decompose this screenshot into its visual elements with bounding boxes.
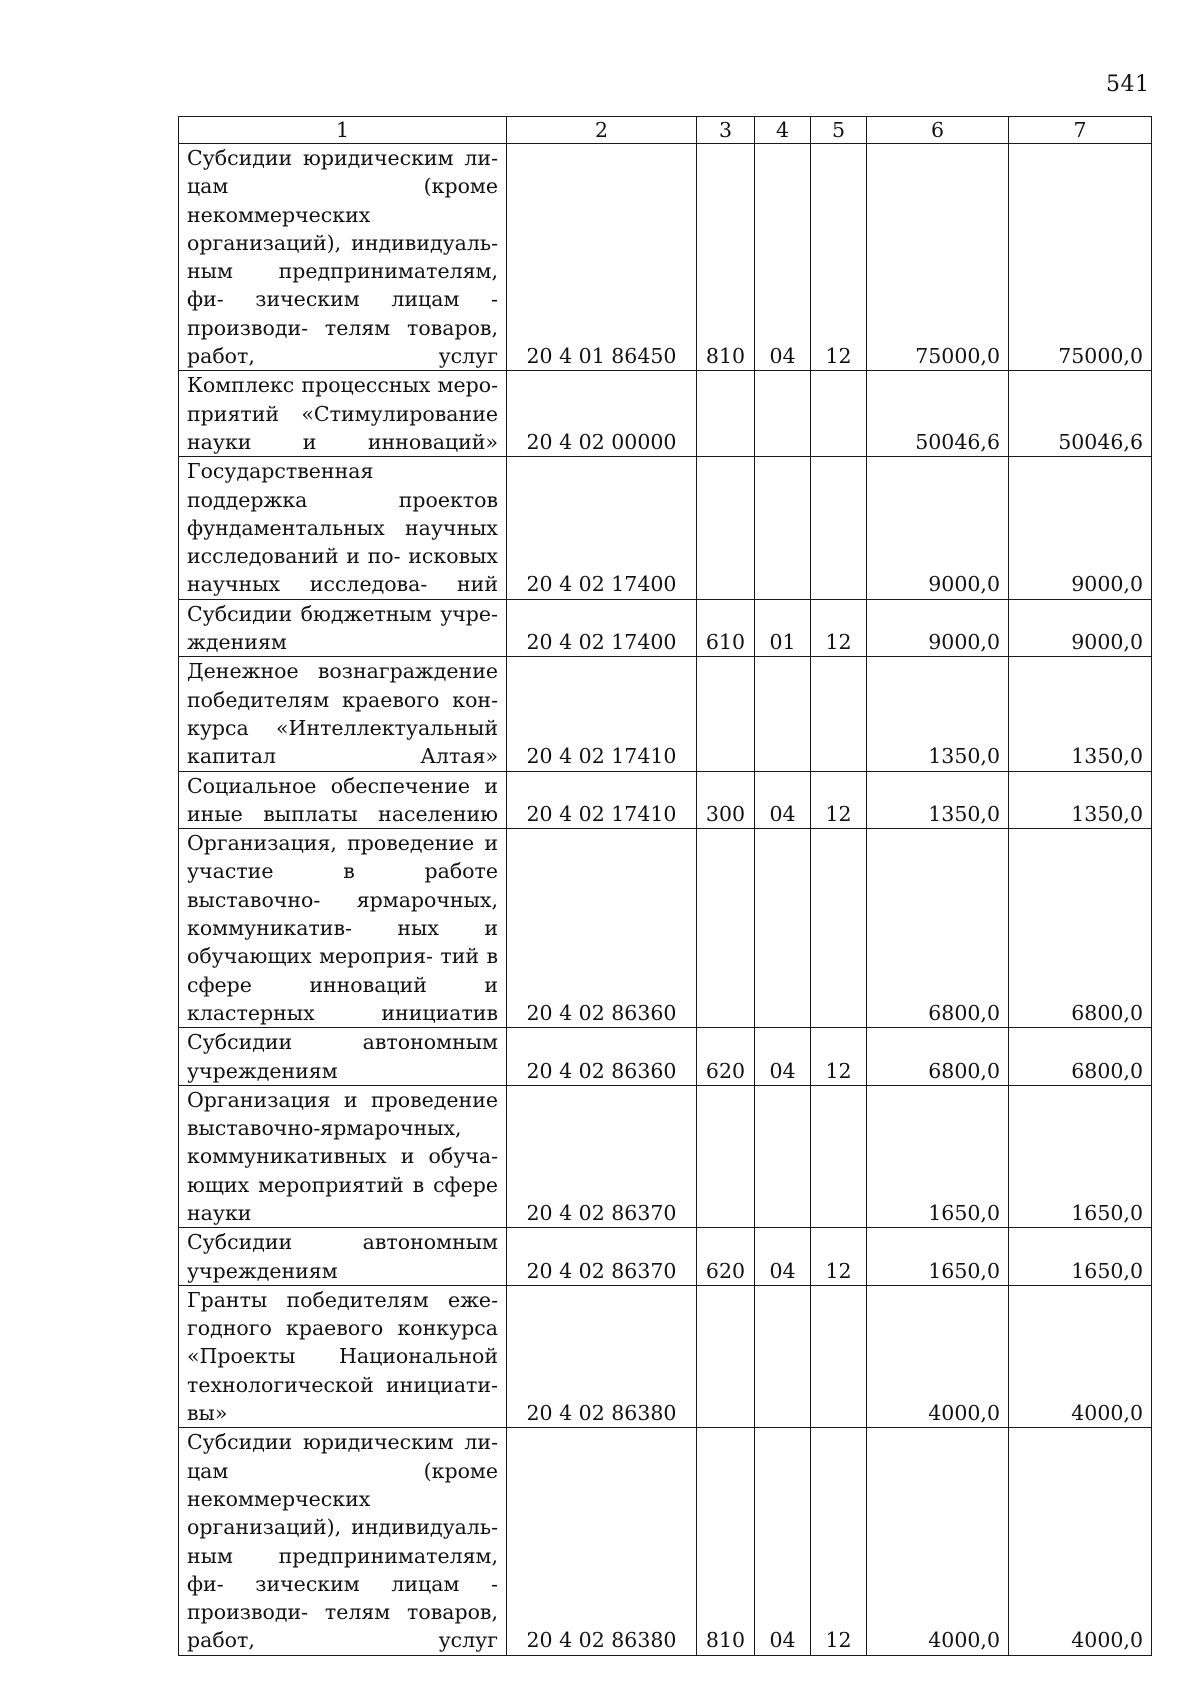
row-col-7: 75000,0	[1009, 144, 1152, 371]
row-code: 20 4 02 86370	[507, 1228, 697, 1286]
row-col-5	[811, 457, 867, 599]
row-col-3: 300	[697, 771, 755, 829]
row-col-5	[811, 1285, 867, 1427]
row-name: Субсидии автономным учреждениям	[179, 1028, 507, 1086]
row-col-5: 12	[811, 144, 867, 371]
row-name: Субсидии юридическим ли- цам (кроме некоммерческих организаций), индивидуаль- ным предпринимателям, фи- зическим лицам - производи- телям товаров, работ, услуг	[179, 1428, 507, 1655]
row-col-7: 6800,0	[1009, 829, 1152, 1028]
header-col-4: 4	[755, 117, 811, 144]
row-col-5	[811, 829, 867, 1028]
header-col-5: 5	[811, 117, 867, 144]
row-col-5: 12	[811, 1428, 867, 1655]
row-col-7: 4000,0	[1009, 1285, 1152, 1427]
row-col-6: 6800,0	[867, 829, 1009, 1028]
row-code: 20 4 02 17400	[507, 457, 697, 599]
row-col-6: 75000,0	[867, 144, 1009, 371]
table-row	[179, 599, 1152, 657]
row-code: 20 4 02 86360	[507, 1028, 697, 1086]
row-col-4: 04	[755, 1028, 811, 1086]
row-col-6: 9000,0	[867, 457, 1009, 599]
row-col-5: 12	[811, 771, 867, 829]
row-col-3: 810	[697, 1428, 755, 1655]
row-col-4: 04	[755, 1428, 811, 1655]
row-code: 20 4 02 86380	[507, 1428, 697, 1655]
row-name: Субсидии автономным учреждениям	[179, 1228, 507, 1286]
row-col-5: 12	[811, 1228, 867, 1286]
row-col-5	[811, 1085, 867, 1227]
table-row	[179, 1428, 1152, 1655]
header-col-6: 6	[867, 117, 1009, 144]
row-name: Субсидии юридическим ли- цам (кроме некоммерческих организаций), индивидуаль- ным предпринимателям, фи- зическим лицам - производи- телям товаров, работ, услуг	[179, 144, 507, 371]
row-col-3: 620	[697, 1028, 755, 1086]
header-row	[179, 117, 1152, 144]
row-col-3: 810	[697, 144, 755, 371]
row-col-7: 1650,0	[1009, 1085, 1152, 1227]
row-col-7: 1350,0	[1009, 657, 1152, 771]
table-row	[179, 1228, 1152, 1286]
row-col-6: 4000,0	[867, 1285, 1009, 1427]
row-col-6: 1650,0	[867, 1228, 1009, 1286]
header-col-2: 2	[507, 117, 697, 144]
row-col-4	[755, 829, 811, 1028]
row-col-3	[697, 1085, 755, 1227]
row-col-3	[697, 457, 755, 599]
row-code: 20 4 02 86380	[507, 1285, 697, 1427]
table-row	[179, 371, 1152, 457]
header-col-1: 1	[179, 117, 507, 144]
row-col-5	[811, 657, 867, 771]
row-col-4	[755, 657, 811, 771]
table-row	[179, 771, 1152, 829]
row-col-5: 12	[811, 1028, 867, 1086]
row-col-7: 1650,0	[1009, 1228, 1152, 1286]
header-col-3: 3	[697, 117, 755, 144]
row-col-6: 6800,0	[867, 1028, 1009, 1086]
row-code: 20 4 01 86450	[507, 144, 697, 371]
row-name: Субсидии бюджетным учре- ждениям	[179, 599, 507, 657]
row-col-5: 12	[811, 599, 867, 657]
row-col-4: 04	[755, 1228, 811, 1286]
row-col-4	[755, 457, 811, 599]
row-col-4: 04	[755, 144, 811, 371]
row-name: Государственная поддержка проектов фундаментальных научных исследований и по- исковых научных исследова- ний	[179, 457, 507, 599]
row-col-3	[697, 1285, 755, 1427]
row-col-7: 9000,0	[1009, 457, 1152, 599]
row-col-3	[697, 829, 755, 1028]
row-col-7: 9000,0	[1009, 599, 1152, 657]
row-code: 20 4 02 17410	[507, 771, 697, 829]
row-col-6: 1350,0	[867, 771, 1009, 829]
row-name: Гранты победителям еже- годного краевого конкурса «Проекты Национальной технологической инициати- вы»	[179, 1285, 507, 1427]
row-col-6: 1650,0	[867, 1085, 1009, 1227]
row-col-3	[697, 371, 755, 457]
row-name: Комплекс процессных меро- приятий «Стимулирование науки и инноваций»	[179, 371, 507, 457]
row-col-4	[755, 1085, 811, 1227]
table-row	[179, 1285, 1152, 1427]
table-row	[179, 1028, 1152, 1086]
row-col-4: 01	[755, 599, 811, 657]
row-name: Организация, проведение и участие в работе выставочно- ярмарочных, коммуникатив- ных и обучающих мероприя- тий в сфере инноваций и кластерных инициатив	[179, 829, 507, 1028]
row-col-7: 6800,0	[1009, 1028, 1152, 1086]
row-col-6: 50046,6	[867, 371, 1009, 457]
row-col-7: 4000,0	[1009, 1428, 1152, 1655]
row-col-5	[811, 371, 867, 457]
table-row	[179, 829, 1152, 1028]
row-code: 20 4 02 17400	[507, 599, 697, 657]
table-row	[179, 1085, 1152, 1227]
row-col-6: 9000,0	[867, 599, 1009, 657]
page-number: 541	[1106, 72, 1150, 97]
row-col-7: 50046,6	[1009, 371, 1152, 457]
row-code: 20 4 02 86360	[507, 829, 697, 1028]
table-row	[179, 144, 1152, 371]
table-row	[179, 657, 1152, 771]
row-name: Денежное вознаграждение победителям краевого кон- курса «Интеллектуальный капитал Алтая»	[179, 657, 507, 771]
row-col-3: 620	[697, 1228, 755, 1286]
row-col-4: 04	[755, 771, 811, 829]
row-col-4	[755, 1285, 811, 1427]
row-code: 20 4 02 86370	[507, 1085, 697, 1227]
budget-table	[178, 116, 1152, 1656]
row-col-4	[755, 371, 811, 457]
row-name: Социальное обеспечение и иные выплаты населению	[179, 771, 507, 829]
table-row	[179, 457, 1152, 599]
row-col-6: 4000,0	[867, 1428, 1009, 1655]
row-code: 20 4 02 00000	[507, 371, 697, 457]
row-name: Организация и проведение выставочно-ярмарочных, коммуникативных и обуча- ющих мероприятий в сфере науки	[179, 1085, 507, 1227]
header-col-7: 7	[1009, 117, 1152, 144]
row-col-7: 1350,0	[1009, 771, 1152, 829]
row-code: 20 4 02 17410	[507, 657, 697, 771]
row-col-6: 1350,0	[867, 657, 1009, 771]
row-col-3	[697, 657, 755, 771]
row-col-3: 610	[697, 599, 755, 657]
